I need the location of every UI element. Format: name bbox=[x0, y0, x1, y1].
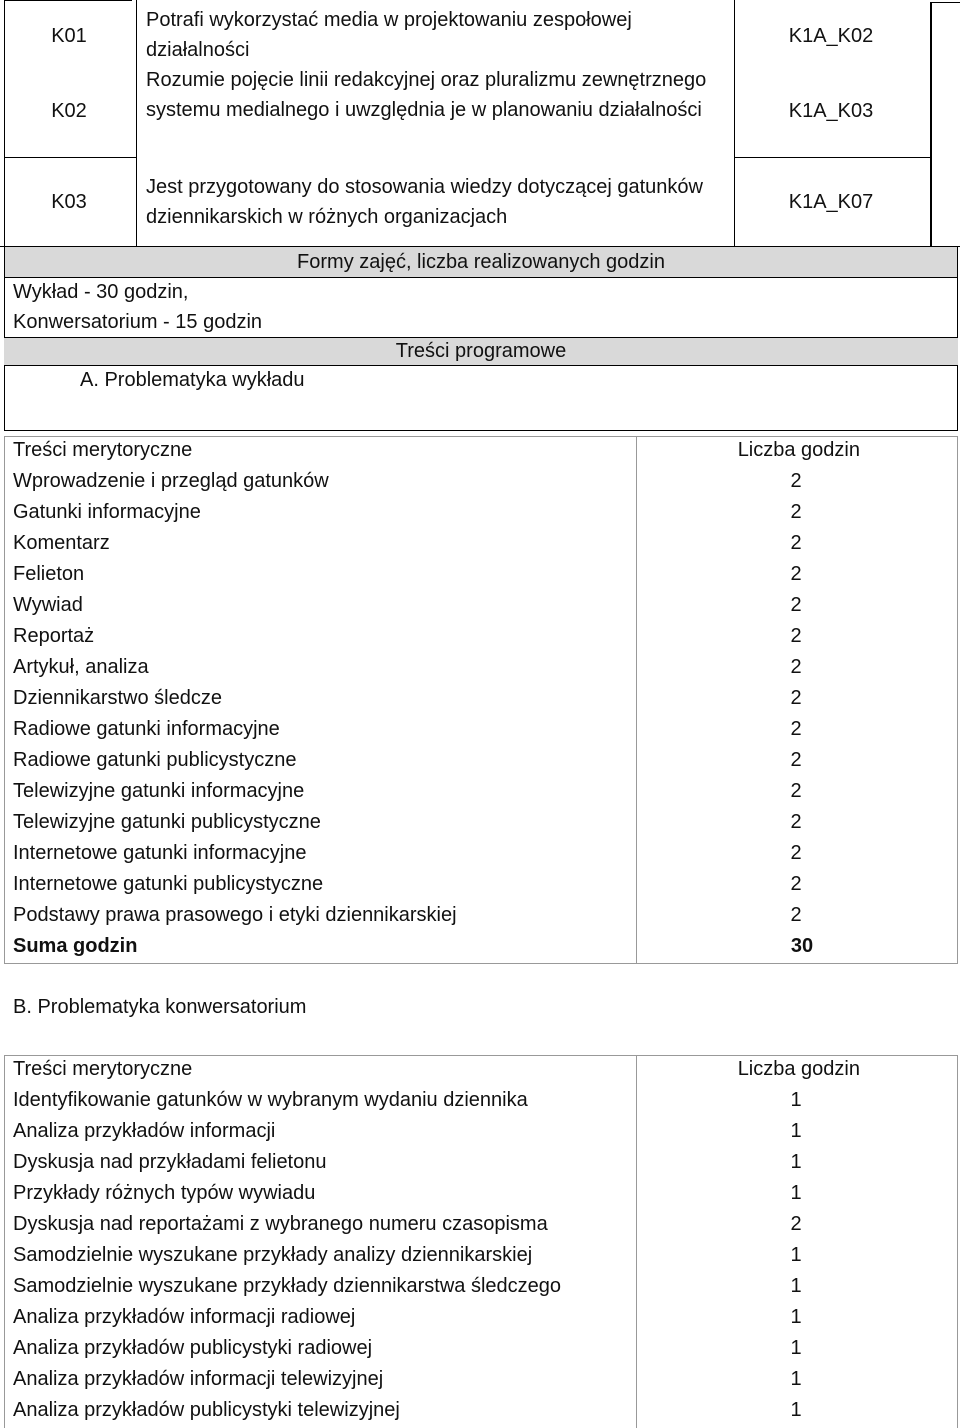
topic-cell: Radiowe gatunki informacyjne bbox=[13, 718, 280, 740]
table-row bbox=[0, 1210, 960, 1241]
topic-cell: Felieton bbox=[13, 563, 85, 585]
table-row bbox=[0, 901, 960, 932]
topic-cell: Samodzielnie wyszukane przykłady analizy dziennikarskiej bbox=[13, 1244, 533, 1266]
section-a-title: A. Problematyka wykładu bbox=[80, 369, 305, 391]
table-row bbox=[0, 560, 960, 591]
competency-code: K01 bbox=[51, 25, 87, 47]
table-row bbox=[0, 529, 960, 560]
topic-cell: Analiza przykładów publicystyki radiowej bbox=[13, 1337, 373, 1359]
forms-lecture-hours: Wykład - 30 godzin, bbox=[13, 281, 189, 303]
learning-effect-code: K1A_K03 bbox=[788, 100, 874, 122]
topic-cell: Analiza przykładów informacji radiowej bbox=[13, 1306, 356, 1328]
table-row bbox=[0, 777, 960, 808]
topic-cell: Samodzielnie wyszukane przykłady dziennikarstwa śledczego bbox=[13, 1275, 562, 1297]
table-row bbox=[0, 808, 960, 839]
hours-cell: 2 bbox=[790, 749, 802, 771]
table-row bbox=[0, 1272, 960, 1303]
table-row bbox=[0, 1117, 960, 1148]
topic-cell: Wywiad bbox=[13, 594, 83, 616]
hours-cell: 2 bbox=[790, 501, 802, 523]
hours-cell: 2 bbox=[790, 687, 802, 709]
learning-effect-code: K1A_K07 bbox=[788, 191, 874, 213]
column-header-hours: Liczba godzin bbox=[737, 1058, 860, 1080]
topic-cell: Analiza przykładów informacji bbox=[13, 1120, 276, 1142]
hours-cell: 2 bbox=[790, 470, 802, 492]
table-row bbox=[0, 1241, 960, 1272]
topic-cell: Analiza przykładów informacji telewizyjnej bbox=[13, 1368, 384, 1390]
sum-label: Suma godzin bbox=[13, 935, 138, 957]
topic-cell: Internetowe gatunki publicystyczne bbox=[13, 873, 324, 895]
table-row bbox=[0, 1365, 960, 1396]
table-sum-row bbox=[0, 932, 960, 963]
table-header bbox=[0, 436, 960, 467]
topic-cell: Internetowe gatunki informacyjne bbox=[13, 842, 307, 864]
hours-cell: 2 bbox=[790, 904, 802, 926]
table-row bbox=[0, 1086, 960, 1117]
hours-cell: 2 bbox=[790, 625, 802, 647]
hours-cell: 2 bbox=[790, 780, 802, 802]
table-row bbox=[0, 591, 960, 622]
table-row bbox=[0, 622, 960, 653]
table-row bbox=[0, 1396, 960, 1427]
topic-cell: Radiowe gatunki publicystyczne bbox=[13, 749, 297, 771]
topic-cell: Komentarz bbox=[13, 532, 110, 554]
hours-cell: 1 bbox=[790, 1368, 802, 1390]
hours-cell: 2 bbox=[790, 873, 802, 895]
table-row bbox=[0, 715, 960, 746]
column-header-topic: Treści merytoryczne bbox=[13, 1058, 193, 1080]
hours-cell: 2 bbox=[790, 811, 802, 833]
hours-cell: 1 bbox=[790, 1182, 802, 1204]
topic-cell: Wprowadzenie i przegląd gatunków bbox=[13, 470, 329, 492]
table-row bbox=[0, 653, 960, 684]
forms-header: Formy zajęć, liczba realizowanych godzin bbox=[297, 251, 665, 273]
topic-cell: Reportaż bbox=[13, 625, 95, 647]
hours-cell: 1 bbox=[790, 1306, 802, 1328]
hours-cell: 1 bbox=[790, 1151, 802, 1173]
table-row bbox=[0, 684, 960, 715]
table-header bbox=[0, 1055, 960, 1086]
hours-cell: 1 bbox=[790, 1275, 802, 1297]
topic-cell: Analiza przykładów publicystyki telewizyjnej bbox=[13, 1399, 400, 1421]
topic-cell: Przykłady różnych typów wywiadu bbox=[13, 1182, 316, 1204]
topic-cell: Dziennikarstwo śledcze bbox=[13, 687, 222, 709]
section-b-title: B. Problematyka konwersatorium bbox=[13, 996, 307, 1018]
hours-cell: 1 bbox=[790, 1399, 802, 1421]
hours-cell: 1 bbox=[790, 1337, 802, 1359]
table-row bbox=[0, 746, 960, 777]
hours-cell: 2 bbox=[790, 594, 802, 616]
competency-code: K03 bbox=[51, 191, 87, 213]
hours-cell: 1 bbox=[790, 1120, 802, 1142]
hours-cell: 2 bbox=[790, 842, 802, 864]
program-header: Treści programowe bbox=[395, 340, 567, 362]
competency-description: Jest przygotowany do stosowania wiedzy dotyczącej gatunków dziennikarskich w różnych organizacjach bbox=[146, 176, 703, 228]
topic-cell: Telewizyjne gatunki publicystyczne bbox=[13, 811, 321, 833]
table-row bbox=[0, 467, 960, 498]
table-row bbox=[0, 1334, 960, 1365]
topic-cell: Dyskusja nad reportażami z wybranego numeru czasopisma bbox=[13, 1213, 548, 1235]
topic-cell: Artykuł, analiza bbox=[13, 656, 149, 678]
table-row bbox=[0, 1303, 960, 1334]
hours-cell: 2 bbox=[790, 563, 802, 585]
table-row bbox=[0, 870, 960, 901]
topic-cell: Podstawy prawa prasowego i etyki dziennikarskiej bbox=[13, 904, 457, 926]
hours-cell: 1 bbox=[790, 1089, 802, 1111]
topic-cell: Dyskusja nad przykładami felietonu bbox=[13, 1151, 327, 1173]
forms-seminar-hours: Konwersatorium - 15 godzin bbox=[13, 311, 263, 333]
table-row bbox=[0, 839, 960, 870]
hours-cell: 2 bbox=[790, 1213, 802, 1235]
table-row bbox=[0, 498, 960, 529]
competency-code: K02 bbox=[51, 100, 87, 122]
table-row bbox=[0, 1148, 960, 1179]
topic-cell: Gatunki informacyjne bbox=[13, 501, 201, 523]
hours-cell: 1 bbox=[790, 1244, 802, 1266]
column-header-hours: Liczba godzin bbox=[737, 439, 860, 461]
learning-effect-code: K1A_K02 bbox=[788, 25, 874, 47]
hours-cell: 2 bbox=[790, 718, 802, 740]
hours-cell: 2 bbox=[790, 532, 802, 554]
hours-cell: 2 bbox=[790, 656, 802, 678]
topic-cell: Identyfikowanie gatunków w wybranym wydaniu dziennika bbox=[13, 1089, 528, 1111]
table-row bbox=[0, 1179, 960, 1210]
topic-cell: Telewizyjne gatunki informacyjne bbox=[13, 780, 305, 802]
competency-description: Rozumie pojęcie linii redakcyjnej oraz pluralizmu zewnętrznego systemu medialnego i uwzględnia je w planowaniu działalności bbox=[146, 69, 707, 121]
column-header-topic: Treści merytoryczne bbox=[13, 439, 193, 461]
competency-description: Potrafi wykorzystać media w projektowaniu zespołowej działalności bbox=[146, 9, 632, 61]
sum-value: 30 bbox=[790, 935, 814, 957]
